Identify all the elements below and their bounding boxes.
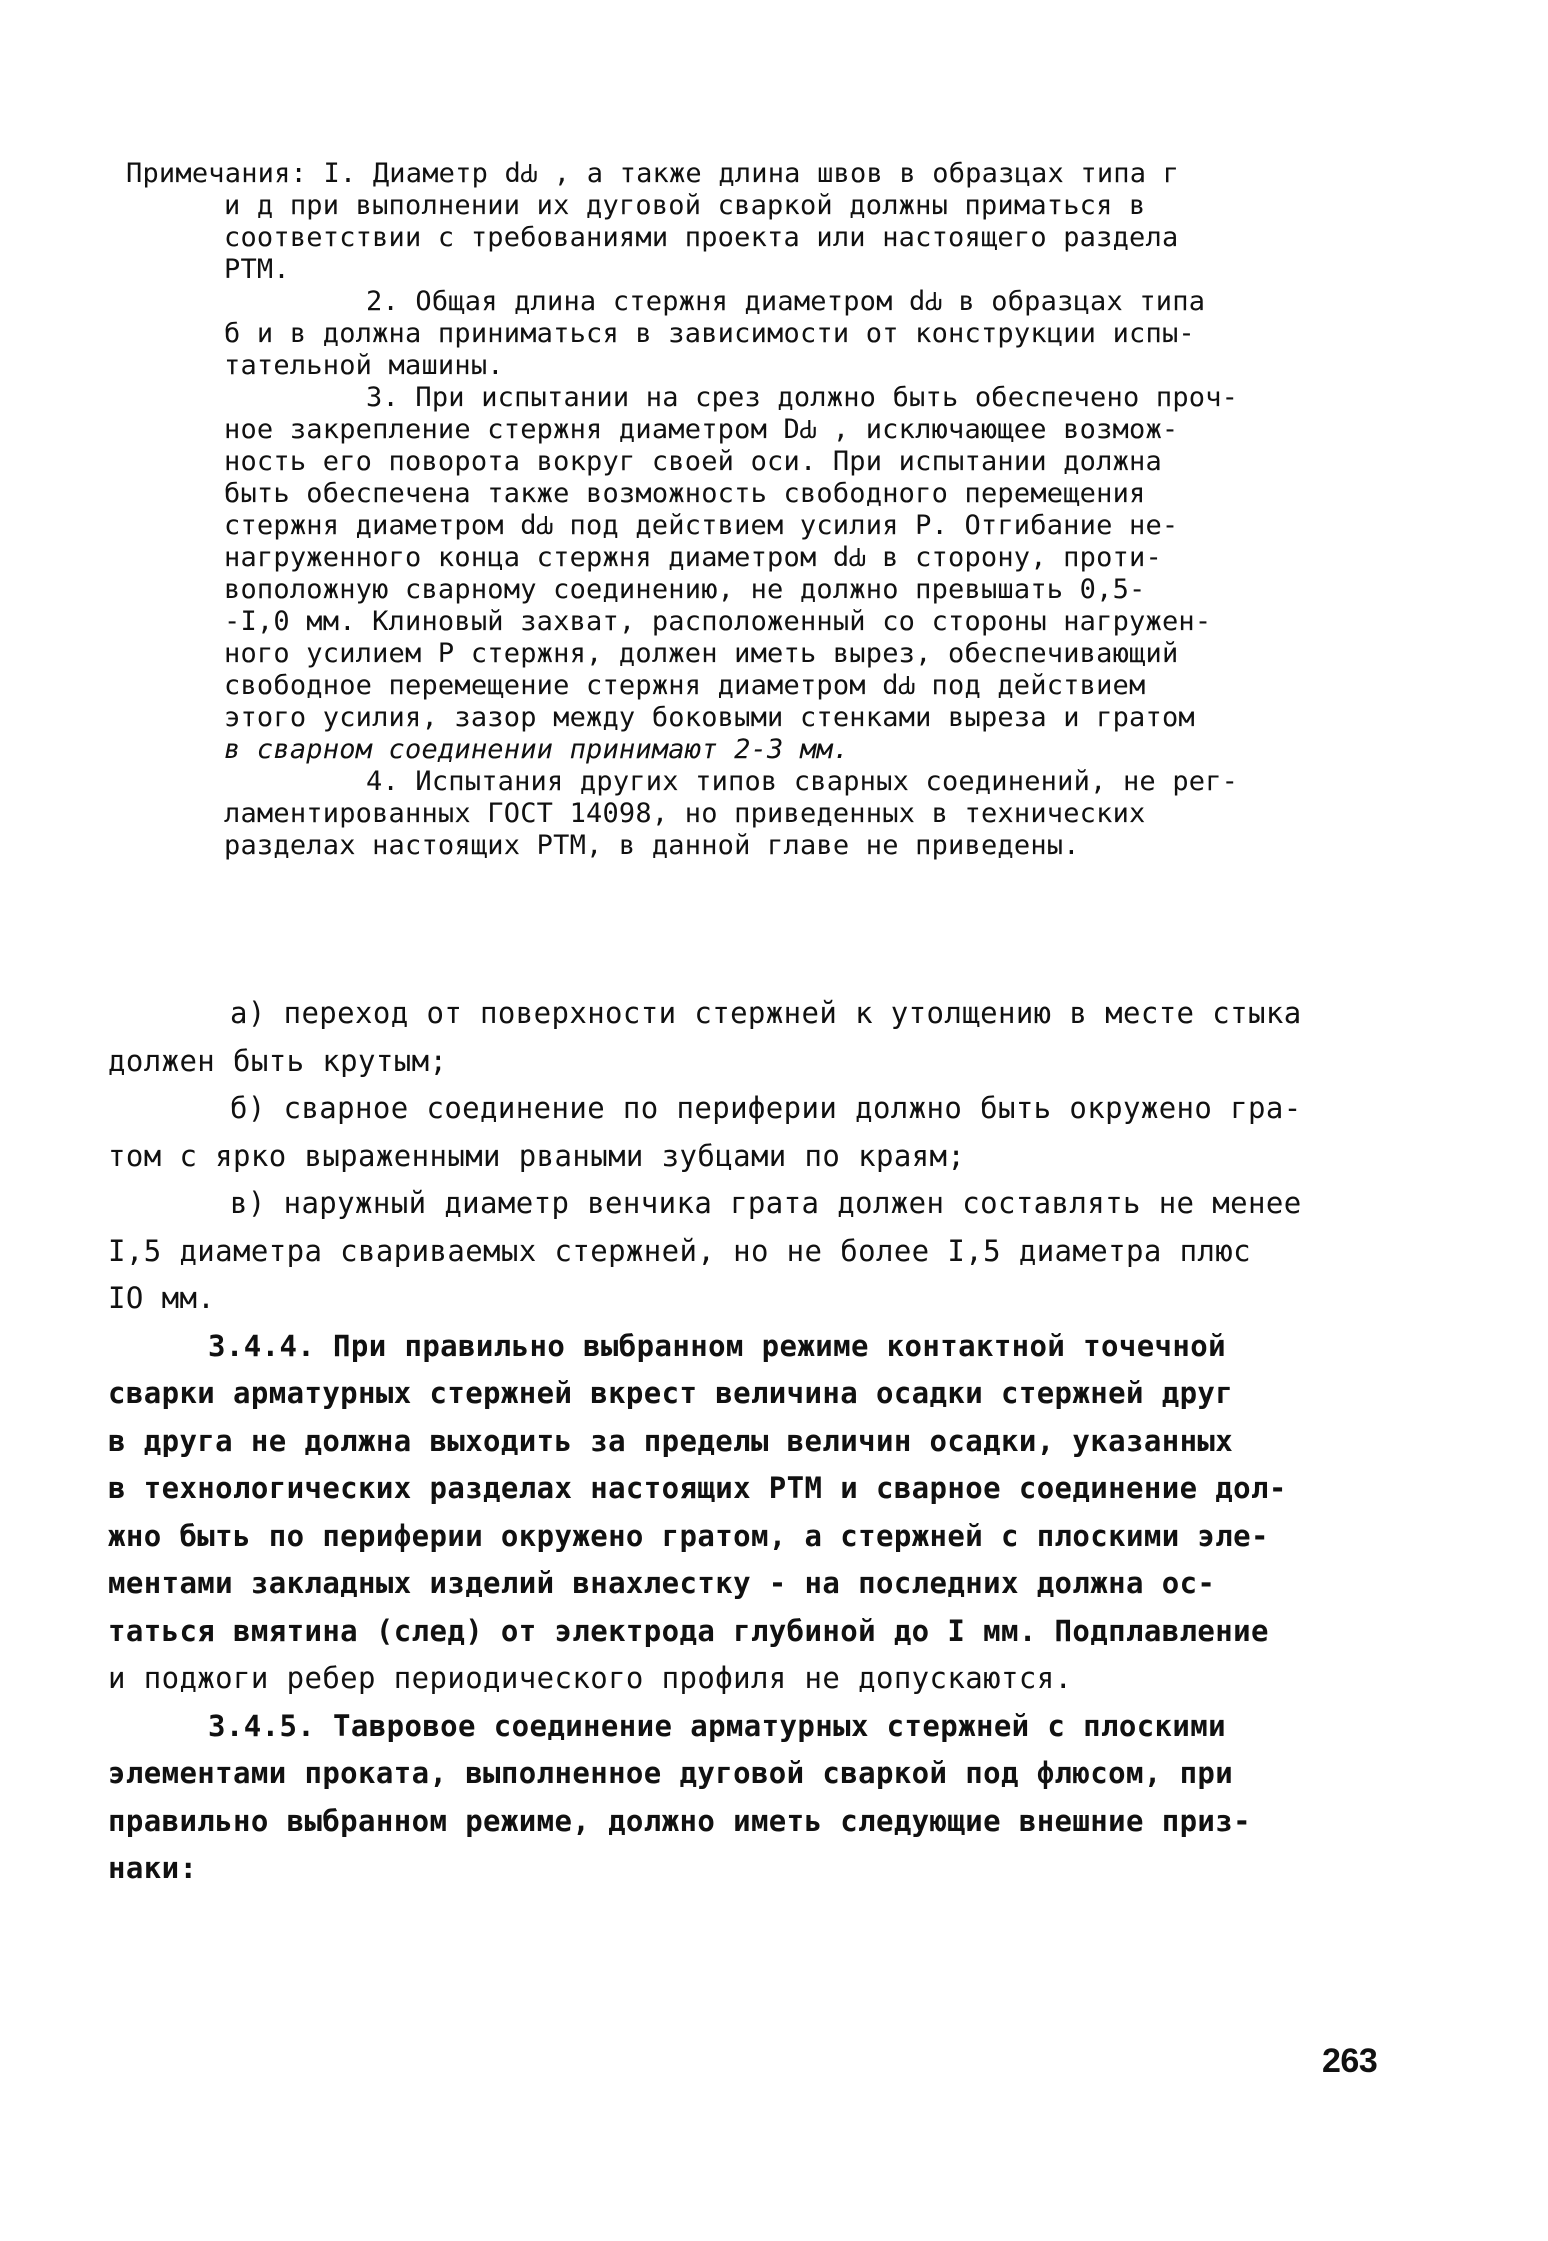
notes-line: быть обеспечена также возможность свободного перемещения [224,478,1146,509]
notes-line: соответствии с требованиями проекта или настоящего раздела [224,222,1179,253]
body-text-block [108,990,1408,1893]
body-line: I,5 диаметра свариваемых стержней, но не более I,5 диаметра плюс [108,1233,1252,1268]
notes-line: ламентированных ГОСТ 14098, но приведенных в технических [224,798,1146,829]
body-line: и поджоги ребер периодического профиля не допускаются. [108,1661,1073,1695]
body-line: 3.4.5. Тавровое соединение арматурных стержней с плоскими [208,1708,1226,1743]
notes-line: 2. Общая длина стержня диаметром dԂ в образцах типа [366,286,1206,317]
notes-line: 4. Испытания других типов сварных соединений, не рег- [366,766,1239,797]
notes-line: -I,0 мм. Клиновый захват, расположенный со стороны нагружен- [224,606,1212,637]
notes-block [126,158,1386,862]
notes-line: тательной машины. [224,350,504,381]
body-line: жно быть по периферии окружено гратом, а стержней с плоскими эле- [108,1518,1269,1553]
body-line: правильно выбранном режиме, должно иметь следующие внешние приз- [108,1803,1252,1838]
page-number: 263 [1322,2042,1378,2080]
notes-line: РТМ. [224,254,290,285]
body-line: в) наружный диаметр венчика грата должен составлять не менее [230,1186,1302,1220]
body-line: таться вмятина (след) от электрода глубиной до I мм. Подплавление [108,1613,1269,1648]
body-line: в технологических разделах настоящих РТМ и сварное соединение дол- [108,1471,1287,1505]
body-line: а) переход от поверхности стержней к утолщению в месте стыка [230,996,1302,1030]
body-line: сварки арматурных стержней вкрест величина осадки стержней друг [108,1376,1234,1410]
body-line: в друга не должна выходить за пределы величин осадки, указанных [108,1423,1234,1458]
body-line: 3.4.4. При правильно выбранном режиме контактной точечной [208,1328,1226,1363]
body-line: IO мм. [108,1281,216,1315]
notes-line: и д при выполнении их дуговой сваркой должны приматься в [224,190,1146,221]
notes-line: свободное перемещение стержня диаметром dԂ под действием [224,670,1146,701]
body-line: элементами проката, выполненное дуговой сваркой под флюсом, при [108,1756,1234,1790]
notes-line: воположную сварному соединению, не должно превышать 0,5- [224,574,1146,605]
notes-line: ность его поворота вокруг своей оси. При испытании должна [224,446,1162,477]
notes-line: ного усилием Р стержня, должен иметь вырез, обеспечивающий [224,638,1179,669]
notes-line: стержня диаметром dԂ под действием усилия Р. Отгибание не- [224,510,1179,541]
notes-line: разделах настоящих РТМ, в данной главе не приведены. [224,830,1080,861]
notes-line: нагруженного конца стержня диаметром dԂ в сторону, проти- [224,542,1162,573]
body-line: наки: [108,1851,198,1885]
notes-line: в сварном соединении принимают 2-3 мм. [224,734,850,765]
body-line: должен быть крутым; [108,1043,448,1078]
body-line: том с ярко выраженными рваными зубцами по краям; [108,1138,966,1173]
notes-line: ное закрепление стержня диаметром DԂ , исключающее возмож- [224,414,1179,445]
notes-line: б и в должна приниматься в зависимости от конструкции испы- [224,318,1195,349]
notes-line: 3. При испытании на срез должно быть обеспечено проч- [366,382,1239,413]
notes-line: Примечания: I. Диаметр dԂ , а также длина швов в образцах типа г [126,158,1180,189]
body-line: б) сварное соединение по периферии должно быть окружено гра- [230,1091,1302,1125]
body-line: ментами закладных изделий внахлестку - на последних должна ос- [108,1566,1216,1600]
notes-line: этого усилия, зазор между боковыми стенками выреза и гратом [224,702,1195,733]
